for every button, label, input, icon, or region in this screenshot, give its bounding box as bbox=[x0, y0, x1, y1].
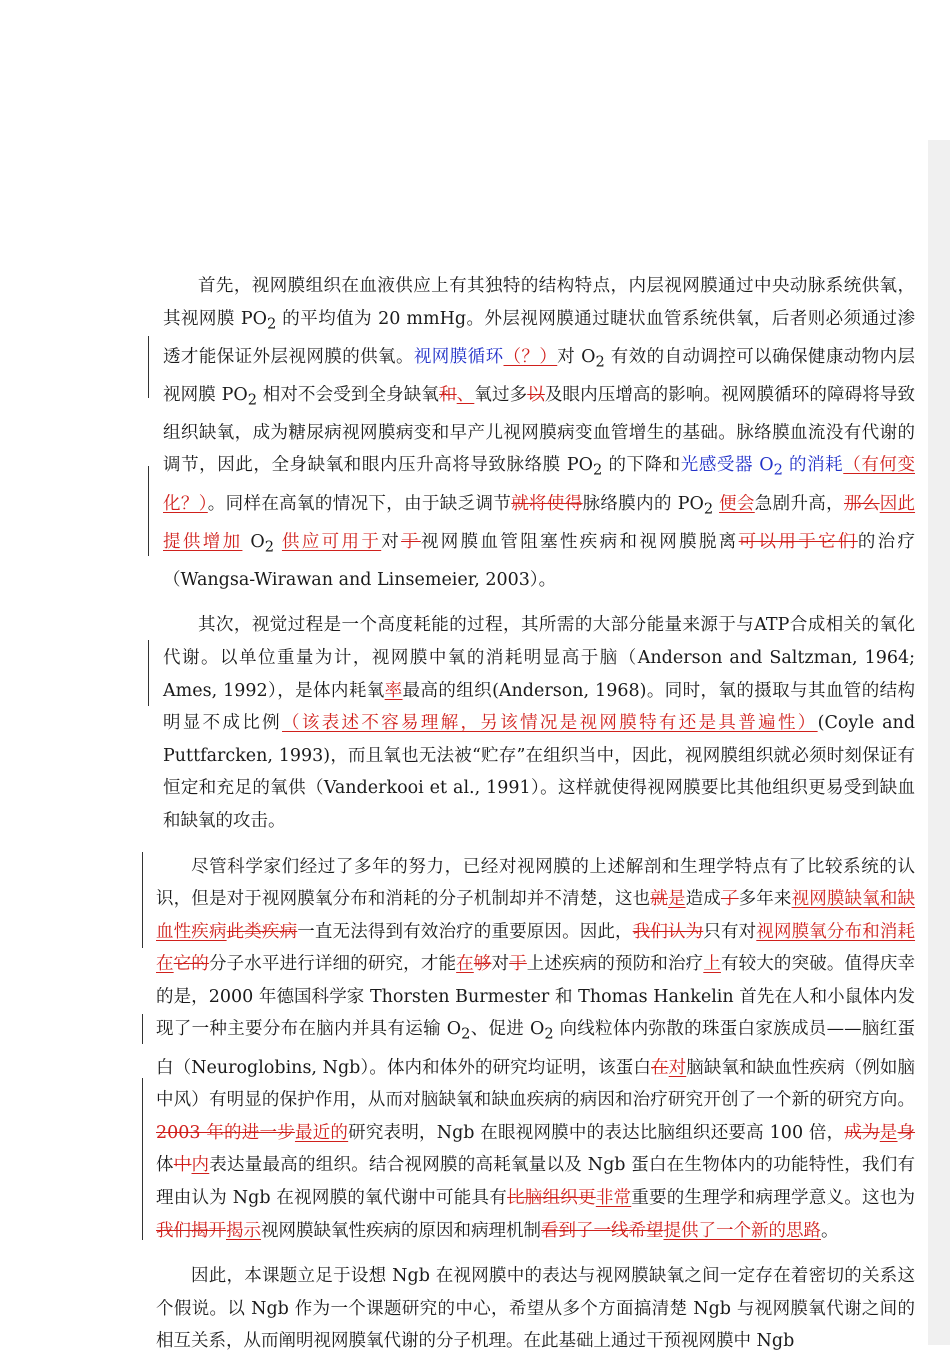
text-run: 研究表明，Ngb 在眼视网膜中的表达比脑组织还要高 100 倍， bbox=[348, 1122, 845, 1143]
text-run: O bbox=[242, 531, 265, 552]
text-run: 表达量最高的组织。结合视网膜的高耗氧量以及 Ngb 蛋白在生物体内的功能特性，我们有理由认为 Ngb 在视网膜的氧代谢中可能具有 bbox=[156, 1155, 916, 1208]
inserted-text[interactable]: 视网膜氧分布和消耗在 bbox=[156, 921, 916, 975]
text-run: 脑缺氧和缺血性疾病（例如脑中风）有明显的保护作用，从而对脑缺氧和缺血疾病的病因和治疗研究开创了一个新的研究方向。 bbox=[156, 1057, 916, 1111]
text-run: 视网膜血管阻塞性疾病和视网膜脱离 bbox=[420, 531, 739, 552]
subscript: 2 bbox=[593, 461, 603, 479]
text-run: 氧过多 bbox=[474, 384, 528, 405]
text-run: 只有对 bbox=[703, 921, 757, 942]
deleted-text[interactable]: 它的 bbox=[173, 954, 209, 975]
text-run: 、促进 O bbox=[470, 1019, 545, 1040]
inserted-text[interactable]: 对 bbox=[668, 1057, 687, 1078]
text-run: 体 bbox=[156, 1155, 174, 1176]
text-run: 重要的生理学和病理学意义。这也为 bbox=[631, 1187, 916, 1208]
inserted-text[interactable]: 供应可用于 bbox=[281, 531, 382, 552]
text-run: 及眼内压增高的影响。视网膜循环的障碍将导致组织缺氧，成为糖尿病视网膜病变和早产儿视网膜病变血管增生的基础。脉络膜血流没有代谢的调节，因此，全身缺氧和眼内压升高将导致脉络膜 PO bbox=[163, 384, 916, 476]
text-run: 有较大的突破。值得庆幸的是，2000 年德国科学家 Thorsten Burmester 和 Thomas Hankelin 首先在人和小鼠体内发现了一种主要分布在脑内并具有运输 O bbox=[156, 954, 916, 1040]
deleted-text[interactable]: 那么 bbox=[843, 493, 880, 514]
comment-margin-pane bbox=[928, 140, 950, 1345]
change-bar bbox=[142, 1078, 143, 1240]
deleted-text[interactable]: 2003 年的进一步 bbox=[156, 1122, 295, 1143]
text-run: 脉络膜内的 PO bbox=[582, 493, 704, 514]
inserted-text[interactable]: 上 bbox=[703, 954, 721, 975]
text-run: 最高的组织(Anderson, 1968)。同时，氧的摄取与其血管的结构明显不成比例 bbox=[163, 680, 916, 734]
deleted-text[interactable]: 比脑组织更 bbox=[507, 1187, 596, 1208]
inserted-text[interactable]: （该表述不容易理解，另该情况是视网膜特有还是具普遍性） bbox=[282, 713, 818, 734]
text-run bbox=[274, 532, 282, 552]
text-run: 的平均值为 20 mmHg。外层视网膜通过睫状血管系统供氧，后者则必须通过渗透才能保证外层视网膜的供氧。 bbox=[163, 308, 916, 367]
text-run: 。同样在高氧的情况下，由于缺乏调节 bbox=[207, 493, 512, 514]
commented-text[interactable]: 视网膜循环 bbox=[413, 346, 504, 367]
commented-text[interactable]: 的消耗 bbox=[782, 455, 844, 476]
paragraph-1[interactable] bbox=[163, 270, 915, 596]
change-bar bbox=[148, 336, 149, 398]
text-run: 对 O bbox=[557, 346, 596, 367]
deleted-text[interactable]: 于 bbox=[401, 531, 421, 552]
paragraph-3[interactable] bbox=[156, 851, 915, 1248]
deleted-text[interactable]: 在 bbox=[651, 1057, 669, 1078]
subscript: 2 bbox=[247, 391, 257, 409]
inserted-text[interactable]: 是 bbox=[668, 889, 686, 910]
text-run: 向线粒体内弥散的珠蛋白家族成员——脑红蛋白（Neuroglobins, Ngb）。体内和体外的研究均证明，该蛋白 bbox=[156, 1019, 915, 1078]
text-run: 急剧升高， bbox=[754, 493, 844, 514]
deleted-text[interactable]: 够 bbox=[473, 954, 492, 975]
inserted-text[interactable]: 最近的 bbox=[294, 1122, 349, 1143]
deleted-text[interactable]: 我们认为 bbox=[632, 921, 704, 942]
change-bar bbox=[148, 640, 149, 706]
text-run: 造成 bbox=[685, 889, 721, 910]
inserted-text[interactable]: 非常 bbox=[595, 1187, 632, 1208]
text-run: 。 bbox=[821, 1220, 839, 1241]
deleted-text[interactable]: 以 bbox=[527, 384, 545, 405]
commented-text[interactable]: 光感受器 O bbox=[680, 455, 774, 476]
text-run: 一直无法得到有效治疗的重要原因。因此， bbox=[297, 921, 633, 942]
text-run: 有效的自动调控可以确保健康动物内层视网膜 PO bbox=[163, 346, 916, 405]
deleted-text[interactable]: 和 bbox=[439, 384, 457, 405]
deleted-text[interactable]: 身 bbox=[897, 1122, 916, 1143]
deleted-text[interactable]: 可以用于它们 bbox=[738, 531, 858, 552]
deleted-text[interactable]: 了 bbox=[720, 889, 739, 910]
subscript: 2 bbox=[461, 1025, 471, 1043]
inserted-text[interactable]: 便会 bbox=[719, 493, 755, 514]
text-run: 其次，视觉过程是一个高度耗能的过程，其所需的大部分能量来源于与ATP合成相关的氧化代谢。以单位重量为计，视网膜中氧的消耗明显高于脑（Anderson and Saltzman, 1964; Ames, 1992），是体内耗氧 bbox=[163, 615, 915, 701]
inserted-text[interactable]: 因此提供增加 bbox=[163, 493, 916, 552]
deleted-text[interactable]: 于 bbox=[509, 954, 527, 975]
deleted-text[interactable]: 就 bbox=[650, 889, 668, 910]
deleted-text[interactable]: 中 bbox=[173, 1155, 192, 1176]
change-bar bbox=[142, 1014, 143, 1044]
inserted-text[interactable]: 视网膜缺氧和缺血性疾病 bbox=[156, 889, 916, 942]
deleted-text[interactable]: 就将使得 bbox=[511, 493, 583, 514]
change-bar bbox=[142, 852, 143, 948]
text-run: 上述疾病的预防和治疗 bbox=[526, 954, 704, 975]
inserted-text[interactable]: 内 bbox=[191, 1155, 210, 1176]
subscript: 2 bbox=[595, 353, 605, 371]
change-bar bbox=[148, 466, 149, 556]
text-run: 多年来 bbox=[738, 889, 792, 910]
text-run: 视网膜缺氧性疾病的原因和病理机制 bbox=[261, 1220, 541, 1241]
text-run: 分子水平进行详细的研究，才能 bbox=[208, 954, 457, 975]
text-run: 尽管科学家们经过了多年的努力，已经对视网膜的上述解剖和生理学特点有了比较系统的认识，但是对于视网膜氧分布和消耗的分子机制却并不清楚，这也 bbox=[156, 856, 915, 910]
inserted-text[interactable]: 提供了一个新的思路 bbox=[663, 1220, 821, 1241]
subscript: 2 bbox=[266, 315, 277, 333]
deleted-text[interactable]: 我们揭开 bbox=[156, 1220, 226, 1241]
inserted-text[interactable]: 揭示 bbox=[226, 1220, 261, 1241]
text-run: 对 bbox=[491, 954, 510, 975]
subscript: 2 bbox=[544, 1025, 554, 1043]
comment-mark[interactable]: （？） bbox=[503, 346, 558, 367]
inserted-text[interactable]: 在 bbox=[456, 954, 474, 975]
text-run: 对 bbox=[381, 531, 402, 552]
paragraph-4[interactable] bbox=[156, 1260, 915, 1358]
paragraph-2[interactable] bbox=[163, 609, 915, 837]
subscript[interactable]: 2 bbox=[773, 461, 783, 479]
text-run: (Coyle and Puttfarcken, 1993)，而且氧也无法被“贮存”在组织当中，因此，视网膜组织就必须时刻保证有恒定和充足的氧供（Vanderkooi et al., 1991）。这样就使得视网膜要比其他组织更易受到缺血和缺氧的攻击。 bbox=[163, 713, 916, 831]
inserted-text[interactable]: 、 bbox=[456, 384, 475, 405]
deleted-text[interactable]: 此类疾病 bbox=[226, 921, 298, 942]
subscript: 2 bbox=[703, 500, 714, 518]
inserted-text[interactable]: 率 bbox=[384, 680, 403, 701]
subscript: 2 bbox=[264, 538, 274, 556]
deleted-text[interactable]: 成为 bbox=[844, 1122, 880, 1143]
deleted-text[interactable]: 看到了一线希望 bbox=[541, 1220, 664, 1241]
inserted-text[interactable]: 是 bbox=[879, 1122, 898, 1143]
text-run: 的治疗（Wangsa-Wirawan and Linsemeier, 2003）。 bbox=[163, 531, 916, 590]
inserted-text[interactable]: （有何变化？） bbox=[163, 455, 915, 514]
text-run: 相对不会受到全身缺氧 bbox=[257, 384, 440, 405]
text-run: 首先，视网膜组织在血液供应上有其独特的结构特点，内层视网膜通过中央动脉系统供氧，其视网膜 PO bbox=[163, 276, 915, 329]
text-run: 因此，本课题立足于设想 Ngb 在视网膜中的表达与视网膜缺氧之间一定存在着密切的关系这个假说。以 Ngb 作为一个课题研究的中心，希望从多个方面搞清楚 Ngb 与视网膜氧代谢之间的相互关系，从而阐明视网膜氧代谢的分子机理。在此基础上通过干预视网膜中 Ngb bbox=[156, 1266, 915, 1352]
document-page bbox=[156, 270, 916, 1371]
text-run: 的下降和 bbox=[602, 455, 681, 476]
